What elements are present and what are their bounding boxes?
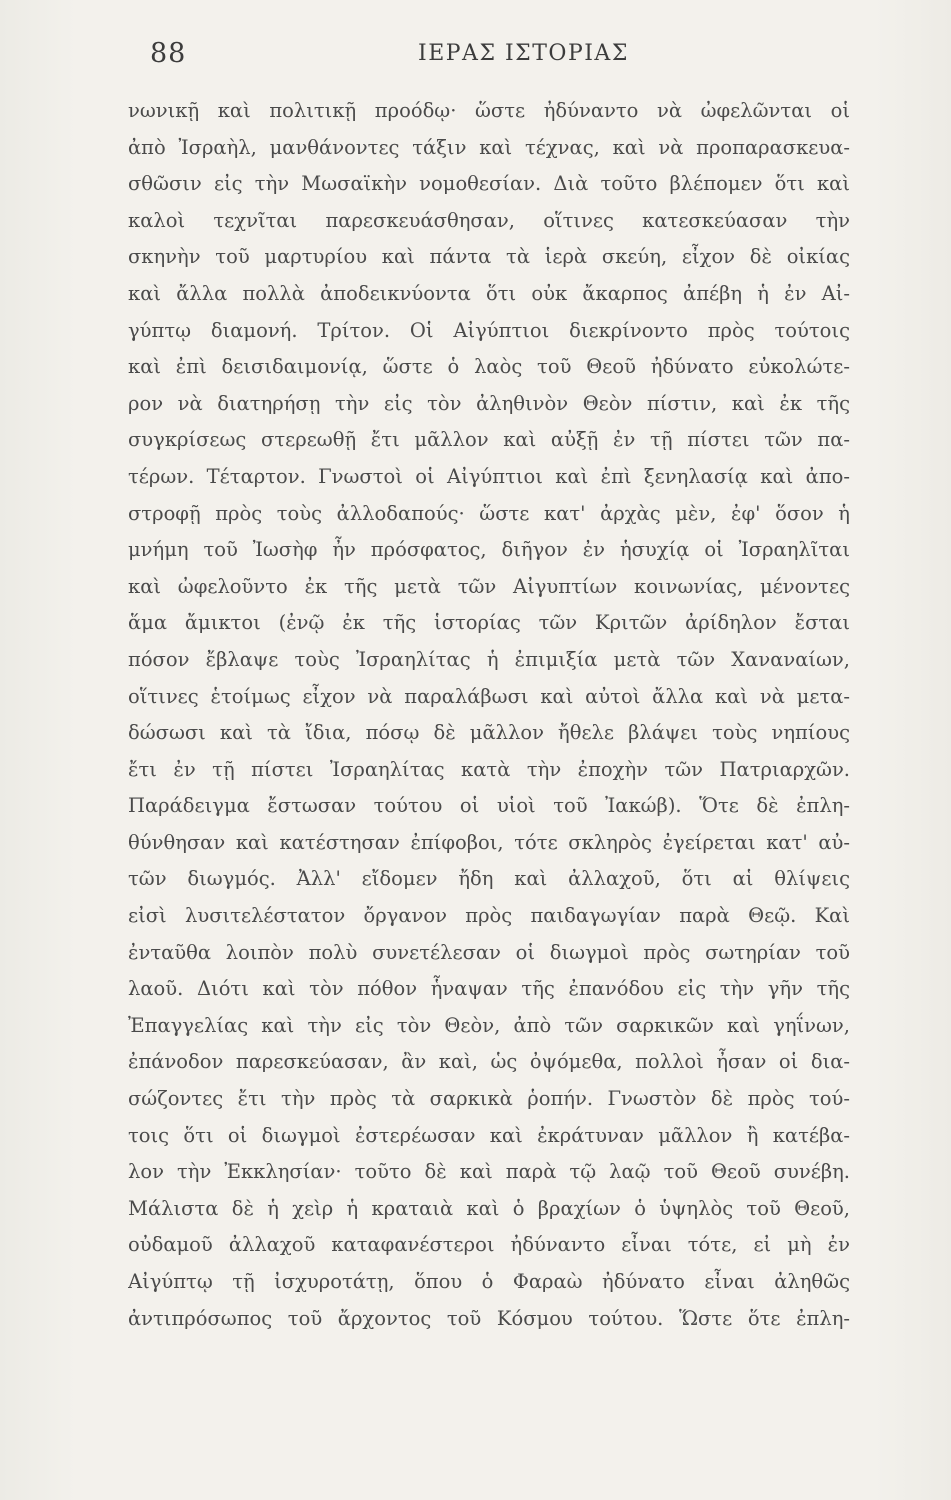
text-line: θύνθησαν καὶ κατέστησαν ἐπίφοβοι, τότε σκληρὸς ἐγείρεται κατ' αὐ- xyxy=(128,830,850,854)
text-line: Ἐπαγγελίας καὶ τὴν εἰς τὸν Θεὸν, ἀπὸ τῶν σαρκικῶν καὶ γηΐνων, xyxy=(128,1013,850,1037)
text-line: τοις ὅτι οἱ διωγμοὶ ἐστερέωσαν καὶ ἐκράτυναν μᾶλλον ἢ κατέβα- xyxy=(128,1123,850,1147)
text-line: σώζοντες ἔτι τὴν πρὸς τὰ σαρκικὰ ῥοπήν. Γνωστὸν δὲ πρὸς τού- xyxy=(128,1087,850,1111)
text-line: οἵτινες ἑτοίμως εἶχον νὰ παραλάβωσι καὶ αὐτοὶ ἄλλα καὶ νὰ μετα- xyxy=(128,684,850,708)
text-line: στροφῇ πρὸς τοὺς ἀλλοδαπούς· ὥστε κατ' ἀρχὰς μὲν, ἐφ' ὅσον ἡ xyxy=(128,501,850,525)
text-line: Αἰγύπτῳ τῇ ἰσχυροτάτῃ, ὅπου ὁ Φαραὼ ἠδύνατο εἶναι ἀληθῶς xyxy=(128,1270,850,1293)
text-line: νωνικῇ καὶ πολιτικῇ προόδῳ· ὥστε ἠδύναντο νὰ ὠφελῶνται οἱ xyxy=(128,99,850,122)
text-line: τέρων. Τέταρτον. Γνωστοὶ οἱ Αἰγύπτιοι καὶ ἐπὶ ξενηλασίᾳ καὶ ἀπο- xyxy=(128,464,850,488)
text-line: λαοῦ. Διότι καὶ τὸν πόθον ἧναψαν τῆς ἐπανόδου εἰς τὴν γῆν τῆς xyxy=(128,977,850,1001)
text-line: σθῶσιν εἰς τὴν Μωσαϊκὴν νομοθεσίαν. Διὰ τοῦτο βλέπομεν ὅτι καὶ xyxy=(128,172,850,196)
text-line: Μάλιστα δὲ ἡ χεὶρ ἡ κραταιὰ καὶ ὁ βραχίων ὁ ὑψηλὸς τοῦ Θεοῦ, xyxy=(128,1196,850,1220)
running-title: ΙΕΡΑΣ ΙΣΤΟΡΙΑΣ xyxy=(418,41,629,66)
text-line: ἔτι ἐν τῇ πίστει Ἰσραηλίτας κατὰ τὴν ἐποχὴν τῶν Πατριαρχῶν. xyxy=(128,757,850,781)
text-line: ἐνταῦθα λοιπὸν πολὺ συνετέλεσαν οἱ διωγμοὶ πρὸς σωτηρίαν τοῦ xyxy=(128,940,850,964)
text-line: ἐπάνοδον παρεσκεύασαν, ἂν καὶ, ὡς ὀψόμεθα, πολλοὶ ἦσαν οἱ δια- xyxy=(128,1050,850,1074)
text-line: εἰσὶ λυσιτελέστατον ὄργανον πρὸς παιδαγωγίαν παρὰ Θεῷ. Καὶ xyxy=(128,904,850,928)
text-line: πόσον ἔβλαψε τοὺς Ἰσραηλίτας ἡ ἐπιμιξία μετὰ τῶν Χαναναίων, xyxy=(128,647,850,671)
page-header xyxy=(150,38,850,78)
text-line: καὶ ἄλλα πολλὰ ἀποδεικνύοντα ὅτι οὐκ ἄκαρπος ἀπέβη ἡ ἐν Αἰ- xyxy=(128,281,850,305)
text-line: συγκρίσεως στερεωθῇ ἔτι μᾶλλον καὶ αὐξῇ ἐν τῇ πίστει τῶν πα- xyxy=(128,428,850,452)
text-line: ἅμα ἄμικτοι (ἐνῷ ἐκ τῆς ἱστορίας τῶν Κριτῶν ἀρίδηλον ἔσται xyxy=(128,611,850,635)
body-text xyxy=(128,93,850,1337)
text-line: τῶν διωγμός. Ἀλλ' εἴδομεν ἤδη καὶ ἀλλαχοῦ, ὅτι αἱ θλίψεις xyxy=(128,867,850,891)
text-line: λον τὴν Ἐκκλησίαν· τοῦτο δὲ καὶ παρὰ τῷ λαῷ τοῦ Θεοῦ συνέβη. xyxy=(128,1160,850,1184)
text-line: σκηνὴν τοῦ μαρτυρίου καὶ πάντα τὰ ἱερὰ σκεύη, εἶχον δὲ οἰκίας xyxy=(128,245,850,269)
text-line: καλοὶ τεχνῖται παρεσκευάσθησαν, οἵτινες κατεσκεύασαν τὴν xyxy=(128,208,850,232)
text-line: καὶ ὠφελοῦντο ἐκ τῆς μετὰ τῶν Αἰγυπτίων κοινωνίας, μένοντες xyxy=(128,574,850,598)
text-line: ἀντιπρόσωπος τοῦ ἄρχοντος τοῦ Κόσμου τούτου. Ὥστε ὅτε ἐπλη- xyxy=(128,1306,850,1330)
text-line: οὐδαμοῦ ἀλλαχοῦ καταφανέστεροι ἠδύναντο εἶναι τότε, εἰ μὴ ἐν xyxy=(128,1233,850,1257)
text-line: καὶ ἐπὶ δεισιδαιμονίᾳ, ὥστε ὁ λαὸς τοῦ Θεοῦ ἠδύνατο εὐκολώτε- xyxy=(128,355,850,379)
text-line: μνήμη τοῦ Ἰωσὴφ ἦν πρόσφατος, διῆγον ἐν ἡσυχίᾳ οἱ Ἰσραηλῖται xyxy=(128,538,850,562)
text-line: ρον νὰ διατηρήσῃ τὴν εἰς τὸν ἀληθινὸν Θεὸν πίστιν, καὶ ἐκ τῆς xyxy=(128,391,850,415)
text-line: Παράδειγμα ἔστωσαν τούτου οἱ υἱοὶ τοῦ Ἰακώβ). Ὅτε δὲ ἐπλη- xyxy=(128,794,850,818)
page-number: 88 xyxy=(150,38,187,69)
text-line: ἀπὸ Ἰσραὴλ, μανθάνοντες τάξιν καὶ τέχνας, καὶ νὰ προπαρασκευα- xyxy=(128,135,850,159)
text-line: γύπτῳ διαμονή. Τρίτον. Οἱ Αἰγύπτιοι διεκρίνοντο πρὸς τούτοις xyxy=(128,318,850,342)
text-line: δώσωσι καὶ τὰ ἴδια, πόσῳ δὲ μᾶλλον ἤθελε βλάψει τοὺς νηπίους xyxy=(128,721,850,745)
